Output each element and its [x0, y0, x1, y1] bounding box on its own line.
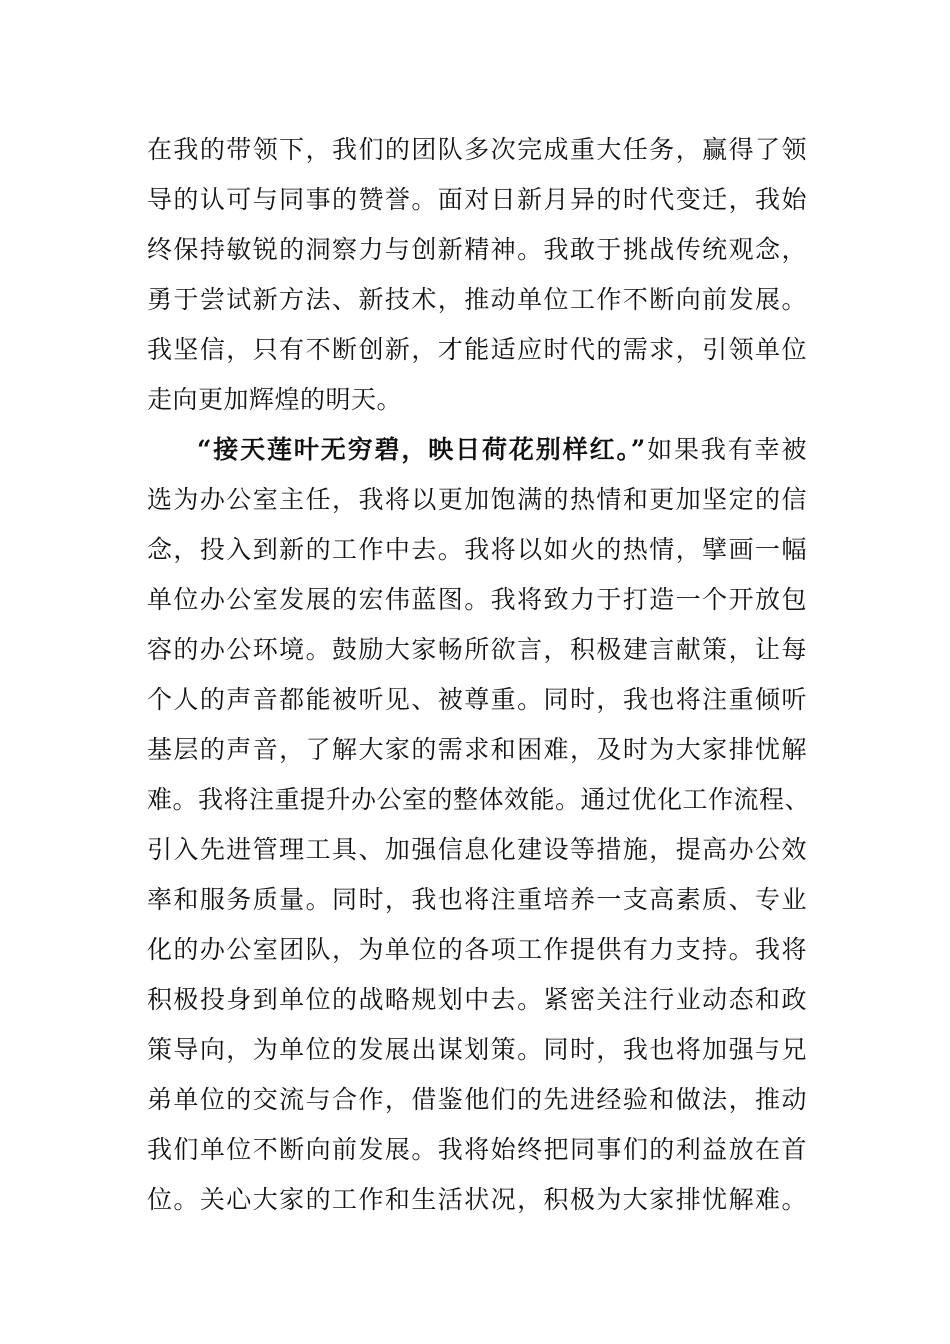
paragraph-2-line-15: 我们单位不断向前发展。我将始终把同事们的利益放在首 [147, 1135, 807, 1164]
paragraph-2-line-16: 位。关心大家的工作和生活状况，积极为大家排忧解难。 [147, 1185, 807, 1214]
paragraph-2-line-12: 积极投身到单位的战略规划中去。紧密关注行业动态和政 [147, 985, 807, 1014]
paragraph-2-line-11: 化的办公室团队，为单位的各项工作提供有力支持。我将 [147, 935, 807, 964]
paragraph-2-line-9: 引入先进管理工具、加强信息化建设等措施，提高办公效 [147, 835, 807, 864]
paragraph-1-line-2: 导的认可与同事的赞誉。面对日新月异的时代变迁，我始 [147, 185, 807, 214]
poem-quote: “接天莲叶无穷碧，映日荷花别样红。” [197, 435, 646, 464]
paragraph-1-line-4: 勇于尝试新方法、新技术，推动单位工作不断向前发展。 [147, 285, 807, 314]
paragraph-2-line-10: 率和服务质量。同时，我也将注重培养一支高素质、专业 [147, 885, 807, 914]
paragraph-2-line-5: 容的办公环境。鼓励大家畅所欲言，积极建言献策，让每 [147, 635, 807, 664]
paragraph-2-line-6: 个人的声音都能被听见、被尊重。同时，我也将注重倾听 [147, 685, 807, 714]
paragraph-2-first-line-text: 如果我有幸被 [645, 435, 807, 464]
paragraph-2-line-3: 念，投入到新的工作中去。我将以如火的热情，擘画一幅 [147, 535, 807, 564]
paragraph-2-line-2: 选为办公室主任，我将以更加饱满的热情和更加坚定的信 [147, 485, 807, 514]
paragraph-2-line-14: 弟单位的交流与合作，借鉴他们的先进经验和做法，推动 [147, 1085, 807, 1114]
paragraph-1-line-3: 终保持敏锐的洞察力与创新精神。我敢于挑战传统观念， [147, 235, 807, 264]
paragraph-1-line-1: 在我的带领下，我们的团队多次完成重大任务，赢得了领 [147, 135, 807, 164]
paragraph-2-line-13: 策导向，为单位的发展出谋划策。同时，我也将加强与兄 [147, 1035, 807, 1064]
paragraph-1-line-6: 走向更加辉煌的明天。 [147, 385, 403, 414]
paragraph-2-first-line [197, 430, 807, 470]
paragraph-2-line-8: 难。我将注重提升办公室的整体效能。通过优化工作流程、 [147, 785, 811, 814]
paragraph-2-line-7: 基层的声音，了解大家的需求和困难，及时为大家排忧解 [147, 735, 807, 764]
paragraph-2-line-4: 单位办公室发展的宏伟蓝图。我将致力于打造一个开放包 [147, 585, 807, 614]
paragraph-1-line-5: 我坚信，只有不断创新，才能适应时代的需求，引领单位 [147, 335, 807, 364]
